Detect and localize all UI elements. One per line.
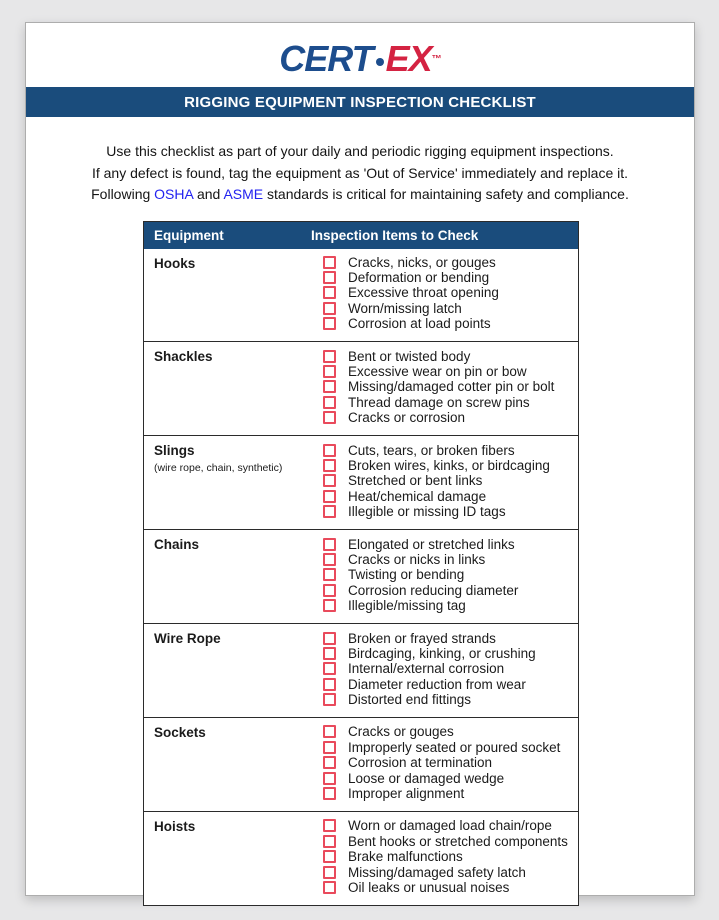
item-label: Missing/damaged safety latch	[348, 864, 526, 880]
item-label: Illegible or missing ID tags	[348, 504, 506, 520]
item-label: Broken wires, kinks, or birdcaging	[348, 457, 550, 473]
checkbox-icon[interactable]	[323, 350, 336, 363]
item-label: Bent hooks or stretched components	[348, 833, 568, 849]
checklist-item	[323, 630, 578, 645]
checkbox-icon[interactable]	[323, 271, 336, 284]
checklist-item	[323, 395, 578, 410]
checkbox-icon[interactable]	[323, 286, 336, 299]
checkbox-icon[interactable]	[323, 256, 336, 269]
checklist-item	[323, 536, 578, 551]
table-row	[144, 811, 578, 905]
item-label: Loose or damaged wedge	[348, 770, 505, 786]
table-row	[144, 249, 578, 342]
item-label: Cuts, tears, or broken fibers	[348, 442, 515, 458]
item-label: Bent or twisted body	[348, 348, 471, 364]
items-cell	[323, 818, 578, 895]
equipment-note: (wire rope, chain, synthetic)	[154, 462, 283, 475]
checkbox-icon[interactable]	[323, 459, 336, 472]
checkbox-icon[interactable]	[323, 632, 336, 645]
item-label: Diameter reduction from wear	[348, 676, 526, 692]
checkbox-icon[interactable]	[323, 819, 336, 832]
equipment-name: Wire Rope	[154, 631, 221, 647]
items-cell	[323, 348, 578, 425]
checklist-item	[323, 442, 578, 457]
item-label: Birdcaging, kinking, or crushing	[348, 645, 536, 661]
checkbox-icon[interactable]	[323, 835, 336, 848]
checklist-item	[323, 724, 578, 739]
checkbox-icon[interactable]	[323, 538, 336, 551]
checklist-item	[323, 849, 578, 864]
item-label: Corrosion reducing diameter	[348, 582, 519, 598]
items-cell	[323, 724, 578, 801]
intro-line-2: If any defect is found, tag the equipment as 'Out of Service' immediately and replace it.	[91, 164, 629, 181]
checkbox-icon[interactable]	[323, 505, 336, 518]
item-label: Thread damage on screw pins	[348, 394, 530, 410]
table-header-row	[144, 222, 578, 249]
item-label: Cracks, nicks, or gouges	[348, 254, 496, 270]
equipment-name: Sockets	[154, 725, 206, 741]
item-label: Elongated or stretched links	[348, 536, 515, 552]
column-header-items: Inspection Items to Check	[311, 227, 479, 243]
checklist-item	[323, 489, 578, 504]
item-label: Stretched or bent links	[348, 473, 483, 489]
checklist-body	[144, 249, 578, 906]
items-cell	[323, 442, 578, 519]
intro-line-3-mid: and	[193, 186, 224, 202]
intro-line-3	[26, 184, 694, 206]
equipment-name: Hoists	[154, 819, 196, 835]
osha-link[interactable]: OSHA	[154, 186, 194, 202]
checkbox-icon[interactable]	[323, 553, 336, 566]
checklist-item	[323, 567, 578, 582]
item-label: Corrosion at termination	[348, 755, 493, 771]
equipment-cell	[144, 255, 323, 332]
checklist-item	[323, 473, 578, 488]
item-label: Worn or damaged load chain/rope	[348, 818, 552, 834]
checkbox-icon[interactable]	[323, 396, 336, 409]
equipment-name: Hooks	[154, 255, 196, 271]
checkbox-icon[interactable]	[323, 662, 336, 675]
checkbox-icon[interactable]	[323, 584, 336, 597]
checkbox-icon[interactable]	[323, 380, 336, 393]
checkbox-icon[interactable]	[323, 756, 336, 769]
table-row	[144, 529, 578, 623]
checklist-item	[323, 583, 578, 598]
item-label: Cracks or corrosion	[348, 410, 466, 426]
item-label: Deformation or bending	[348, 270, 490, 286]
checklist-item	[323, 316, 578, 331]
equipment-cell	[144, 724, 323, 801]
checklist-item	[323, 552, 578, 567]
item-label: Excessive wear on pin or bow	[348, 364, 527, 380]
checklist-item	[323, 504, 578, 519]
checkbox-icon[interactable]	[323, 599, 336, 612]
item-label: Missing/damaged cotter pin or bolt	[348, 379, 555, 395]
checklist-item	[323, 818, 578, 833]
checklist-item	[323, 379, 578, 394]
checkbox-icon[interactable]	[323, 787, 336, 800]
logo-text-ex: EX	[385, 38, 432, 79]
checkbox-icon[interactable]	[323, 772, 336, 785]
equipment-cell	[144, 630, 323, 707]
trademark-symbol: ™	[431, 54, 441, 65]
table-row	[144, 623, 578, 717]
checkbox-icon[interactable]	[323, 850, 336, 863]
checkbox-icon[interactable]	[323, 678, 336, 691]
equipment-cell	[144, 348, 323, 425]
checklist-item	[323, 880, 578, 895]
equipment-cell	[144, 818, 323, 895]
checklist-item	[323, 786, 578, 801]
item-label: Improper alignment	[348, 786, 465, 802]
equipment-cell	[144, 536, 323, 613]
checklist-item	[323, 348, 578, 363]
intro-line-3-prefix: Following	[91, 186, 155, 202]
item-label: Heat/chemical damage	[348, 488, 487, 504]
equipment-name: Shackles	[154, 349, 213, 365]
checkbox-icon[interactable]	[323, 490, 336, 503]
intro-paragraph	[26, 141, 694, 206]
checklist-item	[323, 646, 578, 661]
logo-dot-icon	[376, 58, 384, 66]
item-label: Cracks or gouges	[348, 724, 454, 740]
checkbox-icon[interactable]	[323, 317, 336, 330]
item-label: Excessive throat opening	[348, 285, 499, 301]
item-label: Improperly seated or poured socket	[348, 739, 561, 755]
checkbox-icon[interactable]	[323, 411, 336, 424]
equipment-name: Chains	[154, 537, 200, 553]
item-label: Corrosion at load points	[348, 316, 491, 332]
checkbox-icon[interactable]	[323, 444, 336, 457]
item-label: Internal/external corrosion	[348, 661, 505, 677]
checklist-item	[323, 661, 578, 676]
intro-line-3-suffix: standards is critical for maintaining safety and compliance.	[263, 186, 629, 202]
column-header-equipment: Equipment	[154, 227, 224, 243]
checklist-item	[323, 301, 578, 316]
checkbox-icon[interactable]	[323, 365, 336, 378]
logo-text-cert: CERT	[279, 38, 373, 79]
checkbox-icon[interactable]	[323, 693, 336, 706]
checklist-item	[323, 255, 578, 270]
checklist-item	[323, 834, 578, 849]
item-label: Oil leaks or unusual noises	[348, 879, 510, 895]
item-label: Cracks or nicks in links	[348, 551, 486, 567]
checklist-item	[323, 864, 578, 879]
checklist-item	[323, 755, 578, 770]
inspection-table	[143, 221, 579, 907]
checkbox-icon[interactable]	[323, 741, 336, 754]
checklist-item	[323, 598, 578, 613]
checkbox-icon[interactable]	[323, 881, 336, 894]
title-banner	[26, 87, 694, 117]
checklist-item	[323, 458, 578, 473]
brand-logo	[26, 39, 694, 79]
checklist-item	[323, 410, 578, 425]
checkbox-icon[interactable]	[323, 866, 336, 879]
checkbox-icon[interactable]	[323, 647, 336, 660]
item-label: Worn/missing latch	[348, 300, 462, 316]
checkbox-icon[interactable]	[323, 474, 336, 487]
items-cell	[323, 255, 578, 332]
items-cell	[323, 536, 578, 613]
table-row	[144, 341, 578, 435]
equipment-name: Slings	[154, 443, 195, 459]
checkbox-icon[interactable]	[323, 302, 336, 315]
checklist-item	[323, 692, 578, 707]
checkbox-icon[interactable]	[323, 725, 336, 738]
checklist-item	[323, 285, 578, 300]
items-cell	[323, 630, 578, 707]
checklist-page	[25, 22, 695, 896]
checkbox-icon[interactable]	[323, 568, 336, 581]
item-label: Distorted end fittings	[348, 692, 472, 708]
item-label: Twisting or bending	[348, 567, 465, 583]
asme-link[interactable]: ASME	[223, 186, 264, 202]
checklist-item	[323, 270, 578, 285]
table-row	[144, 717, 578, 811]
item-label: Brake malfunctions	[348, 849, 463, 865]
checklist-item	[323, 740, 578, 755]
checklist-item	[323, 770, 578, 785]
intro-line-1: Use this checklist as part of your daily and periodic rigging equipment inspections.	[106, 143, 614, 159]
page-title: RIGGING EQUIPMENT INSPECTION CHECKLIST	[184, 93, 536, 111]
equipment-cell	[144, 442, 323, 519]
item-label: Broken or frayed strands	[348, 630, 496, 646]
checklist-item	[323, 364, 578, 379]
checklist-item	[323, 676, 578, 691]
item-label: Illegible/missing tag	[348, 598, 466, 614]
table-row	[144, 435, 578, 529]
